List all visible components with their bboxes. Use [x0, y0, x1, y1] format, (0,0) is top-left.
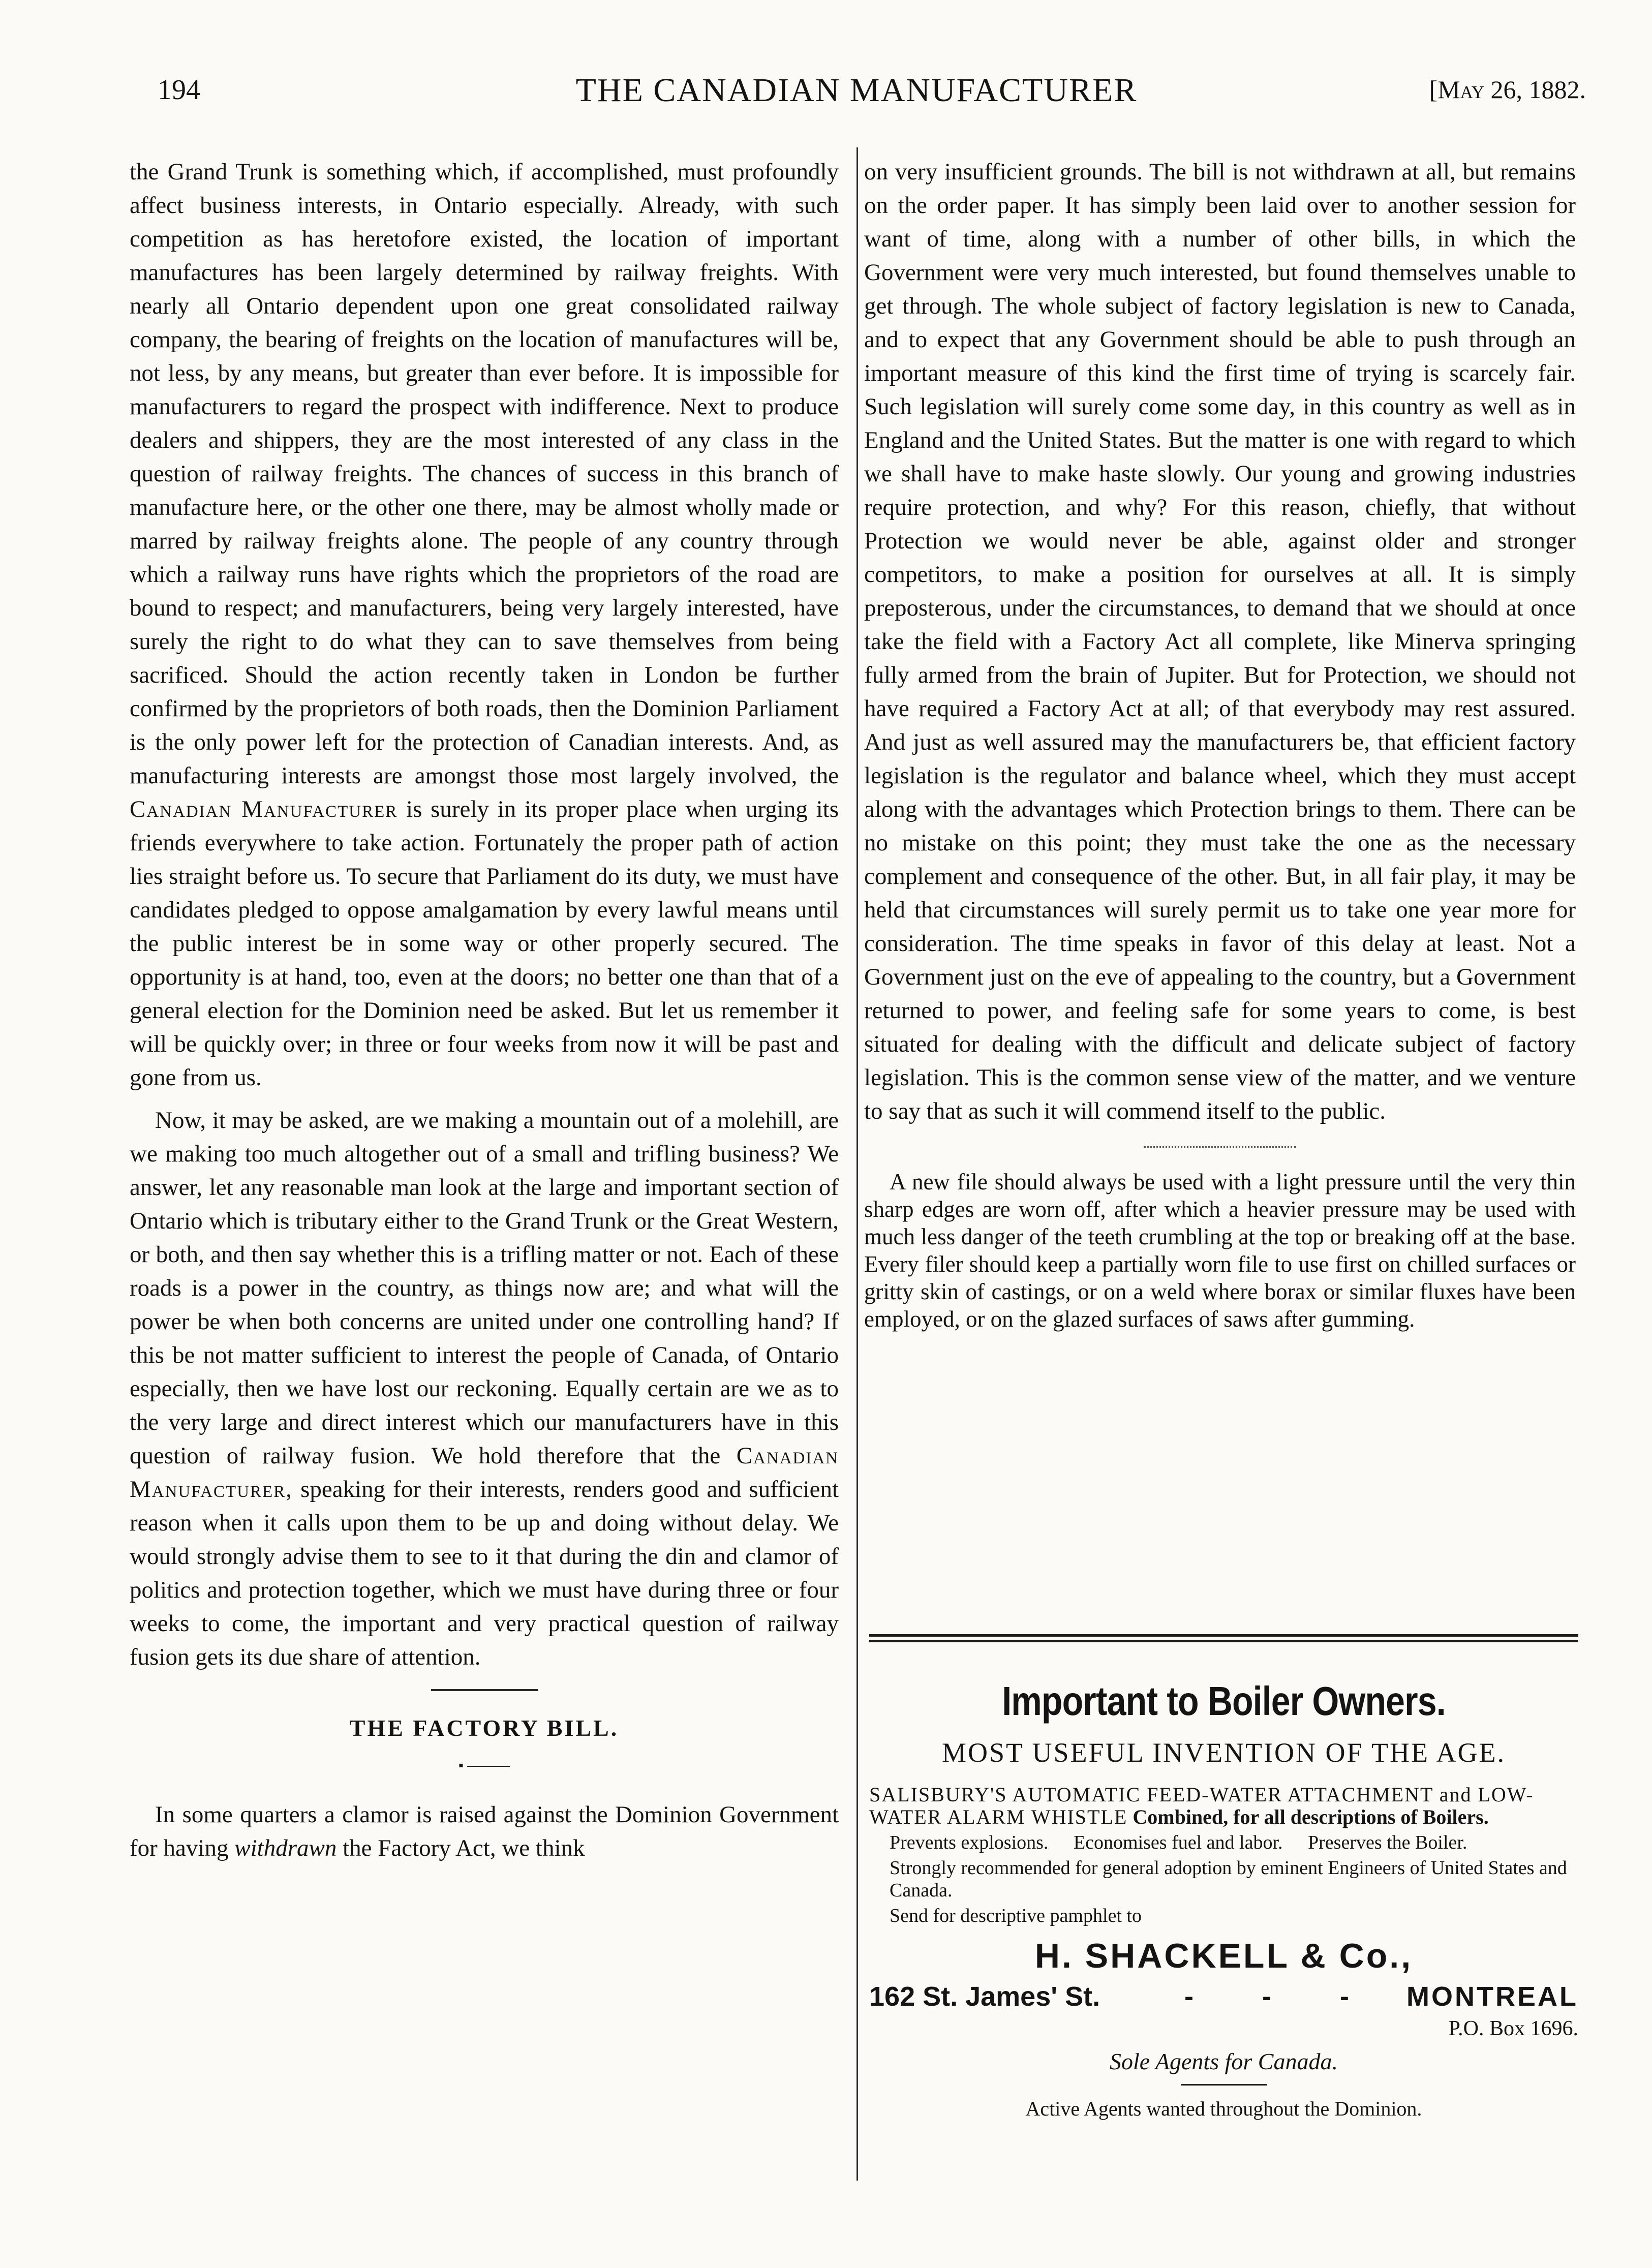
- section-heading: THE FACTORY BILL.: [349, 1715, 619, 1741]
- ad-rule: [1181, 2084, 1267, 2086]
- article-paragraph: [130, 1104, 839, 1674]
- product-description: [869, 1784, 1578, 1828]
- ad-body: [869, 1784, 1578, 1927]
- address-dashes: - - -: [1184, 1981, 1380, 2012]
- ad-headline: Important to Boiler Owners.: [1002, 1678, 1446, 1724]
- benefit-text: Economises fuel and labor.: [1073, 1832, 1283, 1853]
- ornament-rule: ▪ ———: [458, 1758, 510, 1773]
- column-divider: [856, 147, 858, 2181]
- boiler-advertisement: [869, 1634, 1578, 2121]
- left-column: [130, 155, 839, 1874]
- benefit-text: Prevents explosions.: [890, 1832, 1049, 1853]
- city-name: MONTREAL: [1406, 1981, 1578, 2012]
- agents-wanted-line: Active Agents wanted throughout the Dominion.: [1025, 2097, 1422, 2120]
- recommendation-line: Strongly recommended for general adoption by eminent Engineers of United States and Canada.: [890, 1857, 1567, 1901]
- section-rule: [431, 1689, 538, 1691]
- ad-subheadline: MOST USEFUL INVENTION OF THE AGE.: [941, 1737, 1506, 1768]
- paragraph-text: is surely in its proper place when urging its friends everywhere to take action. Fortunately the proper path of action lies straight before us. To secure that Parliament do its duty, we must have candidates pledged to oppose amalgamation by every lawful means until the public interest be in some way or other properly secured. The opportunity is at hand, too, even at the doors; no better one than that of a general election for the Dominion need be asked. But let us remember it will be quickly over; in three or four weeks from now it will be past and gone from us.: [130, 796, 839, 1091]
- paragraph-text: the Factory Act, we think: [343, 1835, 585, 1861]
- publication-title: THE CANADIAN MANUFACTURER: [575, 72, 1138, 109]
- sole-agents-line: Sole Agents for Canada.: [1110, 2048, 1338, 2074]
- company-name: H. SHACKELL & Co.,: [1034, 1937, 1413, 1975]
- pamphlet-line: Send for descriptive pamphlet to: [890, 1905, 1142, 1926]
- emphasis-text: withdrawn: [234, 1835, 337, 1861]
- issue-date: [May 26, 1882.: [1429, 75, 1586, 104]
- page-number: 194: [158, 74, 200, 106]
- article-paragraph: [130, 155, 839, 1094]
- article-paragraph: on very insufficient grounds. The bill is not withdrawn at all, but remains on the order paper. It has simply been laid over to another session for want of time, along with a number of other bills, in which the Government were very much interested, but found themselves unable to get through. The whole subject of factory legislation is new to Canada, and to expect that any Government should be able to push through an important measure of this kind the first time of trying is scarcely fair. Such legislation will surely come some day, in this country as well as in England and the United States. But the matter is one with regard to which we shall have to make haste slowly. Our young and growing industries require protection, and why? For this reason, chiefly, that without Protection we would never be able, against older and stronger competitors, to make a position for ourselves at all. It is simply preposterous, under the circumstances, to demand that we should at once take the field with a Factory Act all complete, like Minerva springing fully armed from the brain of Jupiter. But for Protection, we should not have required a Factory Act at all; of that everybody may rest assured. And just as well assured may the manufacturers be, that efficient factory legislation is the regulator and balance wheel, which they must accept along with the advantages which Protection brings to them. There can be no mistake on this point; they must take the one as the necessary complement and consequence of the other. But, in all fair play, it may be held that circumstances will surely permit us to take one year more for consideration. The time speaks in favor of this delay at least. Not a Government just on the eve of appealing to the country, but a Government returned to power, and feeling safe for some years to come, is best situated for dealing with the difficult and delicate subject of factory legislation. This is the common sense view of the matter, and we venture to say that as such it will commend itself to the public.: [864, 159, 1576, 1124]
- paragraph-text: In some quarters a clamor is raised against the Dominion Government for having: [130, 1801, 839, 1861]
- benefits-line: [869, 1831, 1578, 1854]
- product-name: SALISBURY'S AUTOMATIC FEED-WATER ATTACHMENT and LOW-WATER ALARM WHISTLE: [869, 1783, 1534, 1828]
- paragraph-text: Now, it may be asked, are we making a mountain out of a molehill, are we making too much altogether out of a small and trifling business? We answer, let any reasonable man look at the large and important section of Ontario which is tributary either to the Grand Trunk or the Great Western, or both, and then say whether this is a trifling matter or not. Each of these roads is a power in the country, as things now are; and what will the power be when both concerns are united under one controlling hand? If this be not matter sufficient to interest the people of Canada, of Ontario especially, then we have lost our reckoning. Equally certain are we as to the very large and direct interest which our manufacturers have in this question of railway fusion. We hold therefore that the: [130, 1107, 839, 1469]
- article-paragraph: [130, 1798, 839, 1865]
- publication-name-inline: Canadian Manufacturer,: [130, 1443, 839, 1503]
- page-header: [127, 69, 1586, 114]
- benefit-text: Preserves the Boiler.: [1308, 1832, 1467, 1853]
- company-address: [869, 1981, 1578, 2016]
- street-address: 162 St. James' St.: [869, 1981, 1100, 2012]
- paragraph-text: the Grand Trunk is something which, if accomplished, must profoundly affect business interests, in Ontario especially. Already, with such competition as has heretofore existed, the location of important manufactures has been largely determined by railway freights. With nearly all Ontario dependent upon one great consolidated railway company, the bearing of freights on the location of manufactures will be, not less, by any means, but greater than ever before. It is impossible for manufacturers to regard the prospect with indifference. Next to produce dealers and shippers, they are the most interested of any class in the question of railway freights. The chances of success in this branch of manufacture here, or the other one there, may be almost wholly made or marred by railway freights alone. The people of any country through which a railway runs have rights which the proprietors of the road are bound to respect; and manufacturers, being very largely interested, have surely the right to do what they can to save themselves from being sacrificed. Should the action recently taken in London be further confirmed by the proprietors of both roads, then the Dominion Parliament is the only power left for the protection of Canadian interests. And, as manufacturing interests are amongst those most largely involved, the: [130, 159, 839, 789]
- po-box: P.O. Box 1696.: [1448, 2017, 1578, 2040]
- paragraph-text: speaking for their interests, renders good and sufficient reason when it calls upon them to be up and doing without delay. We would strongly advise them to see to it that during the din and clamor of politics and protection together, which we must have during three or four weeks to come, the important and very practical question of railway fusion gets its due share of attention.: [130, 1476, 839, 1670]
- right-column: [864, 155, 1576, 1342]
- ad-top-rule: [869, 1634, 1578, 1642]
- separator: [1144, 1146, 1296, 1148]
- publication-name-inline: Canadian Manufacturer: [130, 796, 398, 822]
- file-note-paragraph: A new file should always be used with a light pressure until the very thin sharp edges are worn off, after which a heavier pressure may be used with much less danger of the teeth crumbling at the top or breaking off at the base. Every filer should keep a partially worn file to use first on chilled surfaces or gritty skin of castings, or on a weld where borax or similar fluxes have been employed, or on the glazed surfaces of saws after gumming.: [864, 1169, 1576, 1332]
- product-detail: Combined, for all descriptions of Boilers.: [1133, 1805, 1489, 1828]
